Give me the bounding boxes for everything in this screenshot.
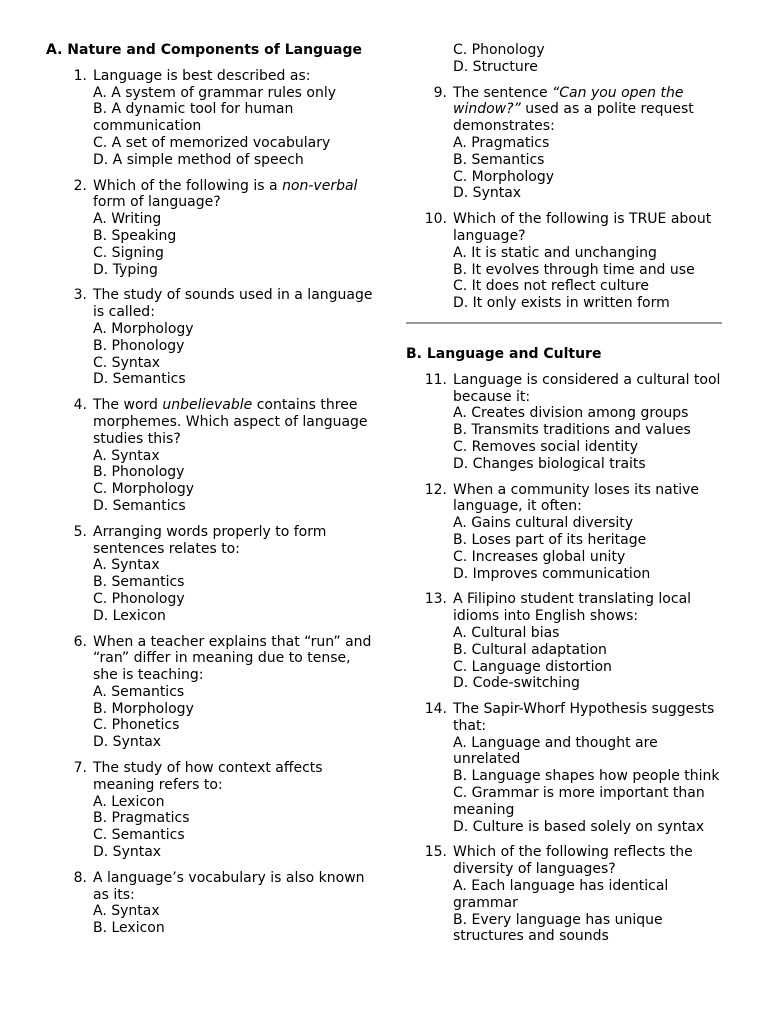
question-stem-text: The sentence bbox=[453, 84, 553, 101]
question-number: 8. bbox=[73, 869, 87, 886]
section-a-title: A. Nature and Components of Language bbox=[46, 42, 363, 58]
answer-option: D. Syntax bbox=[93, 734, 162, 751]
answer-option: C. Phonetics bbox=[93, 717, 180, 734]
question-stem-text: The word bbox=[93, 397, 163, 414]
question-number: 4. bbox=[73, 397, 87, 414]
answer-option: B. Phonology bbox=[93, 337, 185, 354]
question-body bbox=[93, 634, 376, 752]
question-body bbox=[453, 85, 722, 203]
question-stem-text: When a community loses its native language, it often: bbox=[453, 481, 700, 515]
question-stem bbox=[453, 482, 699, 515]
question-stem-text: Arranging words properly to form sentences relates to: bbox=[93, 523, 327, 557]
question-stem-text-end: contains three morphemes. Which aspect of language studies this? bbox=[93, 397, 368, 447]
answer-option: B. Every language has unique structures and sounds bbox=[453, 911, 663, 945]
question-stem-text: Language is best described as: bbox=[93, 67, 311, 84]
question-stem bbox=[93, 524, 326, 557]
question-body bbox=[453, 844, 722, 945]
question-body bbox=[93, 287, 376, 388]
answer-option: C. Signing bbox=[93, 244, 164, 261]
answer-option: C. Increases global unity bbox=[453, 548, 626, 565]
section-a-questions bbox=[46, 68, 376, 937]
answer-option: A. Syntax bbox=[93, 447, 160, 464]
question-item bbox=[406, 701, 722, 835]
answer-option: C. Morphology bbox=[453, 168, 555, 185]
question-item bbox=[406, 85, 722, 203]
question-stem-text: Language is considered a cultural tool because it: bbox=[453, 371, 721, 405]
answer-option: B. A dynamic tool for human communication bbox=[93, 101, 294, 135]
question-8-continued bbox=[406, 42, 722, 76]
question-stem bbox=[453, 85, 694, 135]
answer-option: D. Syntax bbox=[453, 185, 522, 202]
question-item bbox=[46, 397, 376, 515]
answer-option: C. Removes social identity bbox=[453, 438, 639, 455]
question-stem-text: Which of the following reflects the diversity of languages? bbox=[453, 844, 693, 878]
answer-option: C. Phonology bbox=[93, 590, 185, 607]
answer-option: A. Lexicon bbox=[93, 793, 165, 810]
answer-option: D. It only exists in written form bbox=[453, 295, 670, 312]
question-stem-emphasis: non-verbal bbox=[282, 177, 358, 194]
answer-option: B. Semantics bbox=[453, 151, 545, 168]
question-number: 7. bbox=[73, 760, 87, 777]
question-item bbox=[46, 178, 376, 279]
question-stem bbox=[93, 760, 323, 793]
answer-option: C. Grammar is more important than meaning bbox=[453, 785, 705, 818]
question-body bbox=[453, 211, 722, 312]
answer-option: A. Morphology bbox=[93, 320, 194, 337]
answer-option: D. Semantics bbox=[93, 371, 186, 388]
question-body bbox=[93, 760, 376, 861]
answer-option: D. Semantics bbox=[93, 497, 186, 514]
question-stem-text: The study of how context affects meaning refers to: bbox=[93, 760, 323, 793]
answer-option: D. Culture is based solely on syntax bbox=[453, 818, 705, 835]
answer-option: A. Syntax bbox=[93, 903, 160, 920]
answer-option: A. It is static and unchanging bbox=[453, 244, 657, 261]
question-stem bbox=[453, 701, 714, 734]
question-8-option-c: C. Phonology bbox=[453, 42, 545, 58]
question-number: 2. bbox=[73, 177, 87, 194]
question-body bbox=[93, 524, 376, 625]
question-stem bbox=[453, 211, 711, 244]
question-stem-text: Which of the following is TRUE about language? bbox=[453, 211, 712, 244]
question-body bbox=[453, 482, 722, 583]
answer-option: D. Typing bbox=[93, 261, 158, 278]
question-item bbox=[406, 482, 722, 583]
answer-option: B. Speaking bbox=[93, 227, 177, 244]
question-stem bbox=[453, 844, 693, 877]
question-stem bbox=[453, 372, 720, 405]
answer-option: B. Phonology bbox=[93, 464, 185, 481]
answer-option: C. Semantics bbox=[93, 827, 185, 844]
question-stem-text-end: form of language? bbox=[93, 194, 221, 211]
answer-option: B. Language shapes how people think bbox=[453, 768, 720, 785]
answer-option: D. Improves communication bbox=[453, 565, 651, 582]
answer-option: A. Creates division among groups bbox=[453, 405, 689, 422]
question-item bbox=[46, 287, 376, 388]
question-number: 14. bbox=[424, 701, 447, 718]
question-body bbox=[93, 397, 376, 515]
question-number: 3. bbox=[73, 287, 87, 304]
question-item bbox=[406, 211, 722, 312]
question-number: 15. bbox=[424, 844, 447, 861]
section-b-title: B. Language and Culture bbox=[406, 345, 602, 362]
answer-option: B. Pragmatics bbox=[93, 810, 190, 827]
question-number: 10. bbox=[424, 211, 447, 228]
question-stem-text-end: used as a polite request demonstrates: bbox=[453, 101, 694, 135]
answer-option: D. Syntax bbox=[93, 844, 162, 861]
answer-option: A. Each language has identical grammar bbox=[453, 878, 669, 911]
answer-option: D. Lexicon bbox=[93, 607, 166, 624]
answer-option: A. Language and thought are unrelated bbox=[453, 734, 658, 768]
question-8-option-d: D. Structure bbox=[453, 58, 538, 75]
answer-option: A. Semantics bbox=[93, 683, 185, 700]
answer-option: B. Lexicon bbox=[93, 920, 165, 937]
section-divider bbox=[406, 322, 722, 324]
question-number: 13. bbox=[424, 591, 447, 608]
question-stem bbox=[93, 397, 368, 447]
answer-option: A. Syntax bbox=[93, 557, 160, 574]
left-column bbox=[46, 42, 376, 946]
question-stem-text: A language’s vocabulary is also known as its: bbox=[93, 869, 365, 903]
question-item bbox=[406, 844, 722, 945]
question-stem-text: When a teacher explains that “run” and “ran” differ in meaning due to tense, she is teaching: bbox=[93, 633, 372, 684]
answer-option: D. Code-switching bbox=[453, 675, 580, 692]
right-questions bbox=[406, 85, 722, 312]
question-stem-text: A Filipino student translating local idioms into English shows: bbox=[453, 591, 692, 625]
answer-option: B. Loses part of its heritage bbox=[453, 531, 647, 548]
answer-option: D. A simple method of speech bbox=[93, 151, 304, 168]
question-stem-emphasis: “Can you open the window?” bbox=[453, 84, 684, 118]
question-body bbox=[453, 701, 722, 835]
answer-option: B. Morphology bbox=[93, 700, 194, 717]
question-stem-text: The Sapir-Whorf Hypothesis suggests that: bbox=[453, 701, 715, 734]
answer-option: C. Syntax bbox=[93, 354, 161, 371]
question-number: 1. bbox=[73, 67, 87, 84]
question-stem bbox=[93, 870, 365, 903]
question-item bbox=[406, 591, 722, 692]
question-item bbox=[46, 870, 376, 937]
question-number: 6. bbox=[73, 633, 87, 650]
question-stem bbox=[93, 178, 357, 211]
question-stem-emphasis: unbelievable bbox=[162, 397, 253, 414]
question-item bbox=[46, 634, 376, 752]
answer-option: A. Gains cultural diversity bbox=[453, 515, 634, 532]
question-number: 9. bbox=[433, 84, 447, 101]
answer-option: B. It evolves through time and use bbox=[453, 261, 695, 278]
answer-option: A. Pragmatics bbox=[453, 134, 550, 151]
right-column bbox=[406, 42, 722, 954]
question-stem bbox=[93, 68, 310, 84]
question-stem bbox=[453, 591, 691, 624]
answer-option: A. A system of grammar rules only bbox=[93, 84, 337, 101]
answer-option: B. Transmits traditions and values bbox=[453, 422, 691, 439]
question-number: 12. bbox=[424, 481, 447, 498]
question-item bbox=[46, 68, 376, 169]
question-body bbox=[93, 870, 376, 937]
question-item bbox=[46, 760, 376, 861]
question-number: 5. bbox=[73, 523, 87, 540]
question-stem bbox=[93, 634, 371, 684]
answer-option: B. Cultural adaptation bbox=[453, 641, 607, 658]
answer-option: C. Morphology bbox=[93, 481, 195, 498]
answer-option: C. A set of memorized vocabulary bbox=[93, 134, 331, 151]
question-body bbox=[453, 372, 722, 473]
answer-option: B. Semantics bbox=[93, 574, 185, 591]
answer-option: C. Language distortion bbox=[453, 658, 612, 675]
answer-option: C. It does not reflect culture bbox=[453, 278, 649, 295]
question-stem-text: The study of sounds used in a language is called: bbox=[93, 287, 373, 321]
question-body bbox=[93, 68, 376, 169]
answer-option: D. Changes biological traits bbox=[453, 455, 646, 472]
question-body bbox=[93, 178, 376, 279]
question-number: 11. bbox=[424, 371, 447, 388]
answer-option: A. Cultural bias bbox=[453, 624, 560, 641]
question-body bbox=[453, 591, 722, 692]
question-item bbox=[46, 524, 376, 625]
answer-option: A. Writing bbox=[93, 211, 162, 228]
question-stem-text: Which of the following is a bbox=[93, 177, 283, 194]
question-stem bbox=[93, 287, 373, 320]
question-item bbox=[406, 372, 722, 473]
section-b-questions bbox=[406, 372, 722, 946]
